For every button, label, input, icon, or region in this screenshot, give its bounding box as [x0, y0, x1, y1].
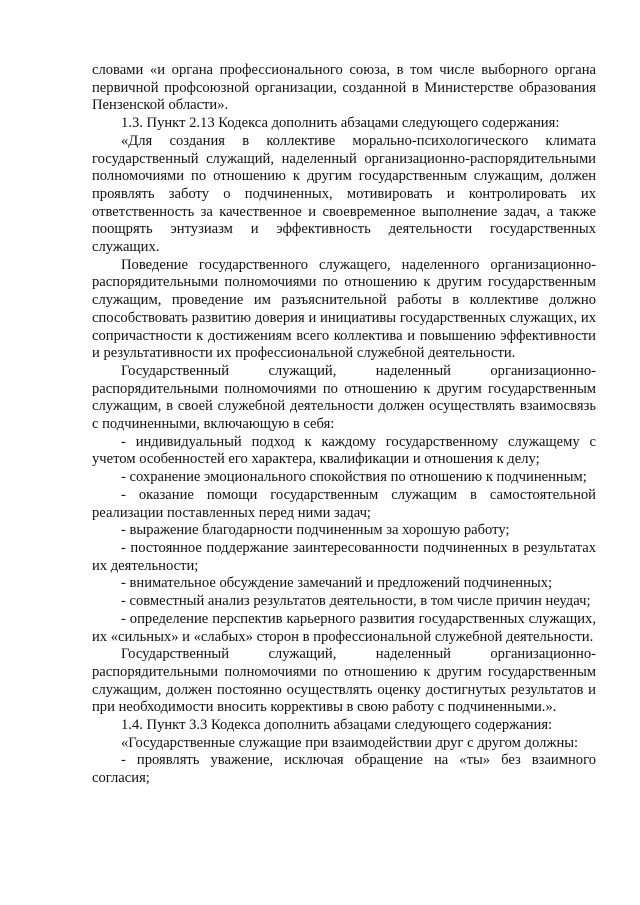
- list-item: - постоянное поддержание заинтересованности подчиненных в результатах их деятельности;: [92, 539, 596, 574]
- list-item: - определение перспектив карьерного развития государственных служащих, их «сильных» и «слабых» сторон в профессиональной служебной деятельности.: [92, 610, 596, 645]
- paragraph: Поведение государственного служащего, наделенного организационно-распорядительными полномочиями по отношению к другим государственным служащим, проведение им разъяснительной работы в коллективе должно способствовать развитию доверия и инициативы государственных служащих, их сопричастности к достижениям всего коллектива и повышению эффективности и результативности их профессиональной служебной деятельности.: [92, 256, 596, 362]
- paragraph: 1.4. Пункт 3.3 Кодекса дополнить абзацами следующего содержания:: [121, 717, 553, 734]
- list-item: - внимательное обсуждение замечаний и предложений подчиненных;: [121, 575, 553, 592]
- paragraph: словами «и органа профессионального союза, в том числе выборного органа первичной профсоюзной организации, созданной в Министерстве образования Пензенской области».: [92, 62, 596, 114]
- list-item: - сохранение эмоционального спокойствия по отношению к подчиненным;: [121, 469, 587, 486]
- paragraph: Государственный служащий, наделенный организационно-распорядительными полномочиями по отношению к другим государственным служащим, должен постоянно осуществлять оценку достигнутых результатов и при необходимости вносить коррективы в свою работу с подчиненными.».: [92, 646, 596, 716]
- document-page: [92, 62, 596, 788]
- paragraph: «Для создания в коллективе морально-психологического климата государственный служащий, наделенный организационно-распорядительными полномочиями по отношению к другим государственным служащим, должен проявлять заботу о подчиненных, мотивировать и контролировать их ответственность за качественное и своевременное выполнение задач, а также поощрять энтузиазм и эффективность деятельности государственных служащих.: [92, 132, 596, 256]
- list-item: - индивидуальный подход к каждому государственному служащему с учетом особенностей его характера, квалификации и отношения к делу;: [92, 433, 596, 468]
- paragraph: Государственный служащий, наделенный организационно-распорядительными полномочиями по отношению к другим государственным служащим, в своей служебной деятельности должен осуществлять взаимосвязь с подчиненными, включающую в себя:: [92, 362, 596, 433]
- paragraph: 1.3. Пункт 2.13 Кодекса дополнить абзацами следующего содержания:: [121, 115, 560, 132]
- list-item: - совместный анализ результатов деятельности, в том числе причин неудач;: [121, 593, 591, 610]
- list-item: - оказание помощи государственным служащим в самостоятельной реализации поставленных перед ними задач;: [92, 486, 596, 521]
- paragraph: «Государственные служащие при взаимодействии друг с другом должны:: [121, 734, 579, 751]
- list-item: - проявлять уважение, исключая обращение на «ты» без взаимного согласия;: [92, 752, 596, 787]
- list-item: - выражение благодарности подчиненным за хорошую работу;: [121, 522, 510, 539]
